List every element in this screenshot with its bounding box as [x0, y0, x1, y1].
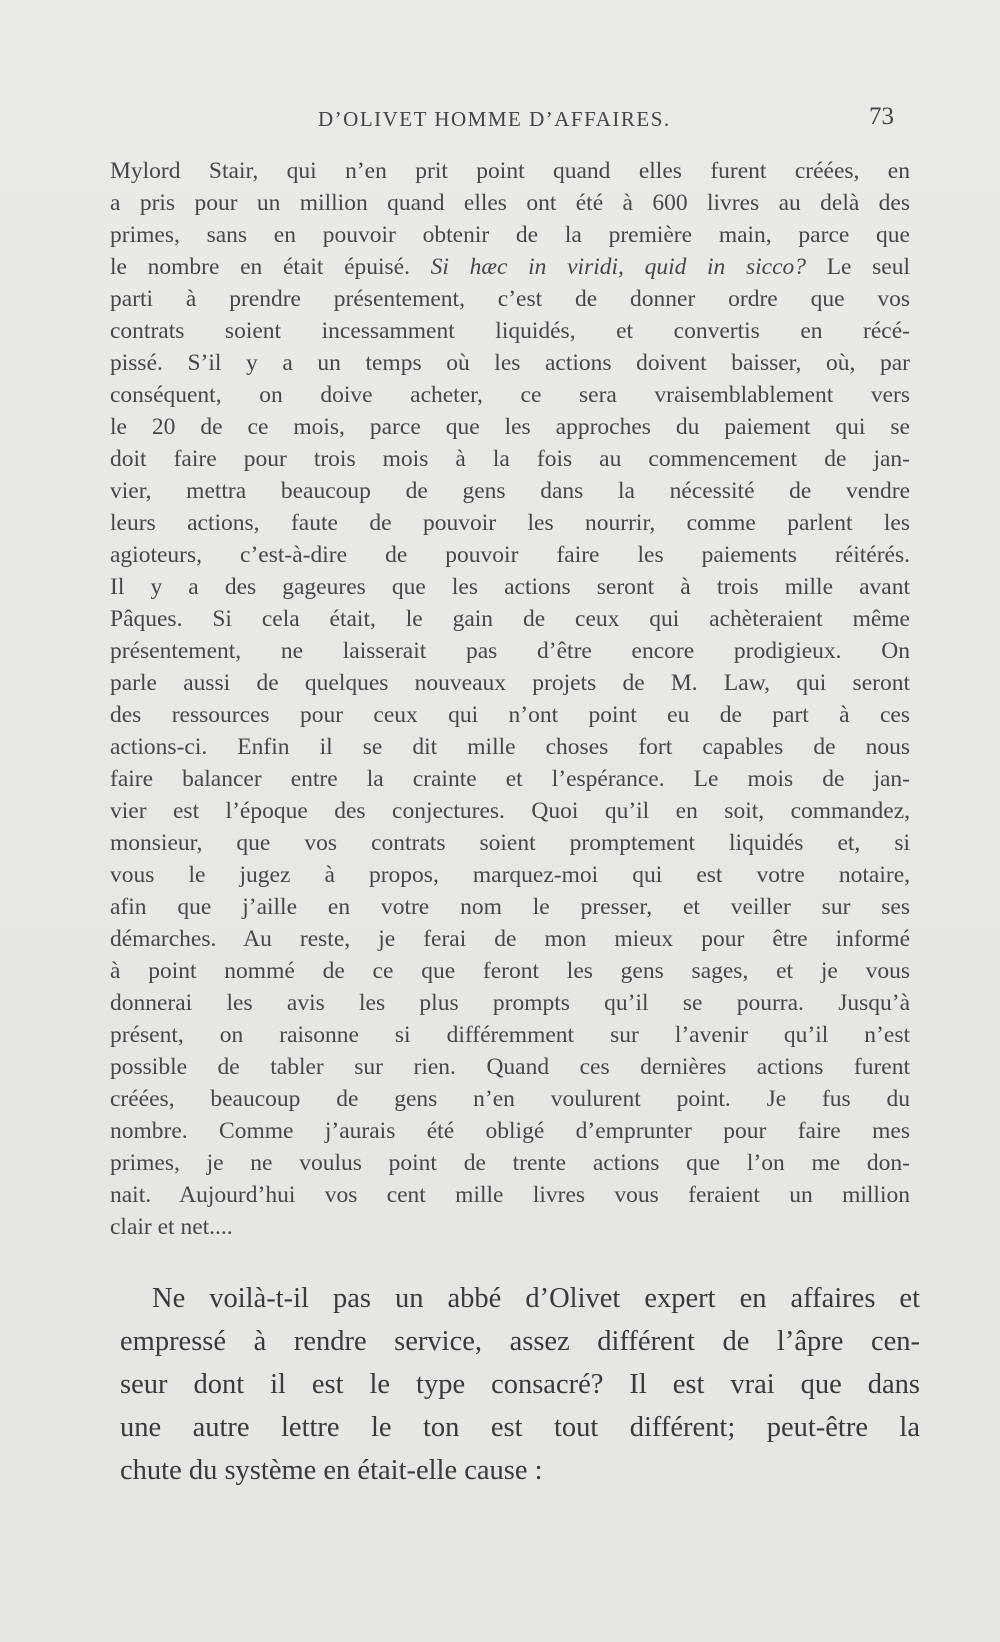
- text-line: faire balancer entre la crainte et l’espérance. Le mois de jan-: [110, 766, 910, 792]
- text-line: possible de tabler sur rien. Quand ces dernières actions furent: [110, 1054, 910, 1080]
- text-line: Pâques. Si cela était, le gain de ceux qui achèteraient même: [110, 606, 910, 632]
- text-line: une autre lettre le ton est tout différent; peut-être la: [120, 1412, 920, 1443]
- text-line: présent, on raisonne si différemment sur l’avenir qu’il n’est: [110, 1022, 910, 1048]
- text-line: monsieur, que vos contrats soient promptement liquidés et, si: [110, 830, 910, 856]
- text-line: présentement, ne laisserait pas d’être encore prodigieux. On: [110, 638, 910, 664]
- text-line: a pris pour un million quand elles ont été à 600 livres au delà des: [110, 190, 910, 216]
- text-line: leurs actions, faute de pouvoir les nourrir, comme parlent les: [110, 510, 910, 536]
- text-line: des ressources pour ceux qui n’ont point eu de part à ces: [110, 702, 910, 728]
- quoted-letter: [110, 155, 910, 1243]
- text-fragment: Le seul: [806, 254, 911, 280]
- text-line: vous le jugez à propos, marquez-moi qui est votre notaire,: [110, 862, 910, 888]
- text-line: Ne voilà-t-il pas un abbé d’Olivet expert en affaires et: [152, 1283, 920, 1314]
- page-number: 73: [869, 103, 894, 130]
- text-line: conséquent, on doive acheter, ce sera vraisemblablement vers: [110, 382, 910, 408]
- text-line: à point nommé de ce que feront les gens sages, et je vous: [110, 958, 910, 984]
- text-line: vier est l’époque des conjectures. Quoi qu’il en soit, commandez,: [110, 798, 910, 824]
- text-line: actions-ci. Enfin il se dit mille choses fort capables de nous: [110, 734, 910, 760]
- text-fragment: le nombre en était épuisé.: [110, 254, 410, 280]
- text-line: créées, beaucoup de gens n’en voulurent point. Je fus du: [110, 1086, 910, 1112]
- text-line: contrats soient incessamment liquidés, et convertis en récé-: [110, 318, 910, 344]
- text-line: vier, mettra beaucoup de gens dans la nécessité de vendre: [110, 478, 910, 504]
- text-line: afin que j’aille en votre nom le presser, et veiller sur ses: [110, 894, 910, 920]
- text-line: nombre. Comme j’aurais été obligé d’emprunter pour faire mes: [110, 1118, 910, 1144]
- text-line: clair et net....: [110, 1214, 233, 1240]
- text-line: Mylord Stair, qui n’en prit point quand elles furent créées, en: [110, 158, 910, 184]
- text-line-with-latin: [110, 251, 910, 283]
- text-line: primes, je ne voulus point de trente actions que l’on me don-: [110, 1150, 910, 1176]
- text-line: empressé à rendre service, assez différent de l’âpre cen-: [120, 1326, 920, 1357]
- text-line: le 20 de ce mois, parce que les approches du paiement qui se: [110, 414, 910, 440]
- running-title: D’OLIVET HOMME D’AFFAIRES.: [318, 107, 671, 131]
- text-line: chute du système en était-elle cause :: [120, 1455, 543, 1486]
- text-line: doit faire pour trois mois à la fois au commencement de jan-: [110, 446, 910, 472]
- text-line: parti à prendre présentement, c’est de donner ordre que vos: [110, 286, 910, 312]
- text-line: donnerai les avis les plus prompts qu’il se pourra. Jusqu’à: [110, 990, 910, 1016]
- text-line: démarches. Au reste, je ferai de mon mieux pour être informé: [110, 926, 910, 952]
- latin-quotation: Si hæc in viridi, quid in sicco?: [430, 254, 807, 280]
- text-line: nait. Aujourd’hui vos cent mille livres vous feraient un million: [110, 1182, 910, 1208]
- text-line: Il y a des gageures que les actions seront à trois mille avant: [110, 574, 910, 600]
- text-line: pissé. S’il y a un temps où les actions doivent baisser, où, par: [110, 350, 910, 376]
- text-line: seur dont il est le type consacré? Il est vrai que dans: [120, 1369, 920, 1400]
- text-line: agioteurs, c’est-à-dire de pouvoir faire les paiements réitérés.: [110, 542, 910, 568]
- commentary-paragraph: [120, 1277, 920, 1492]
- text-line: parle aussi de quelques nouveaux projets de M. Law, qui seront: [110, 670, 910, 696]
- text-line: primes, sans en pouvoir obtenir de la première main, parce que: [110, 222, 910, 248]
